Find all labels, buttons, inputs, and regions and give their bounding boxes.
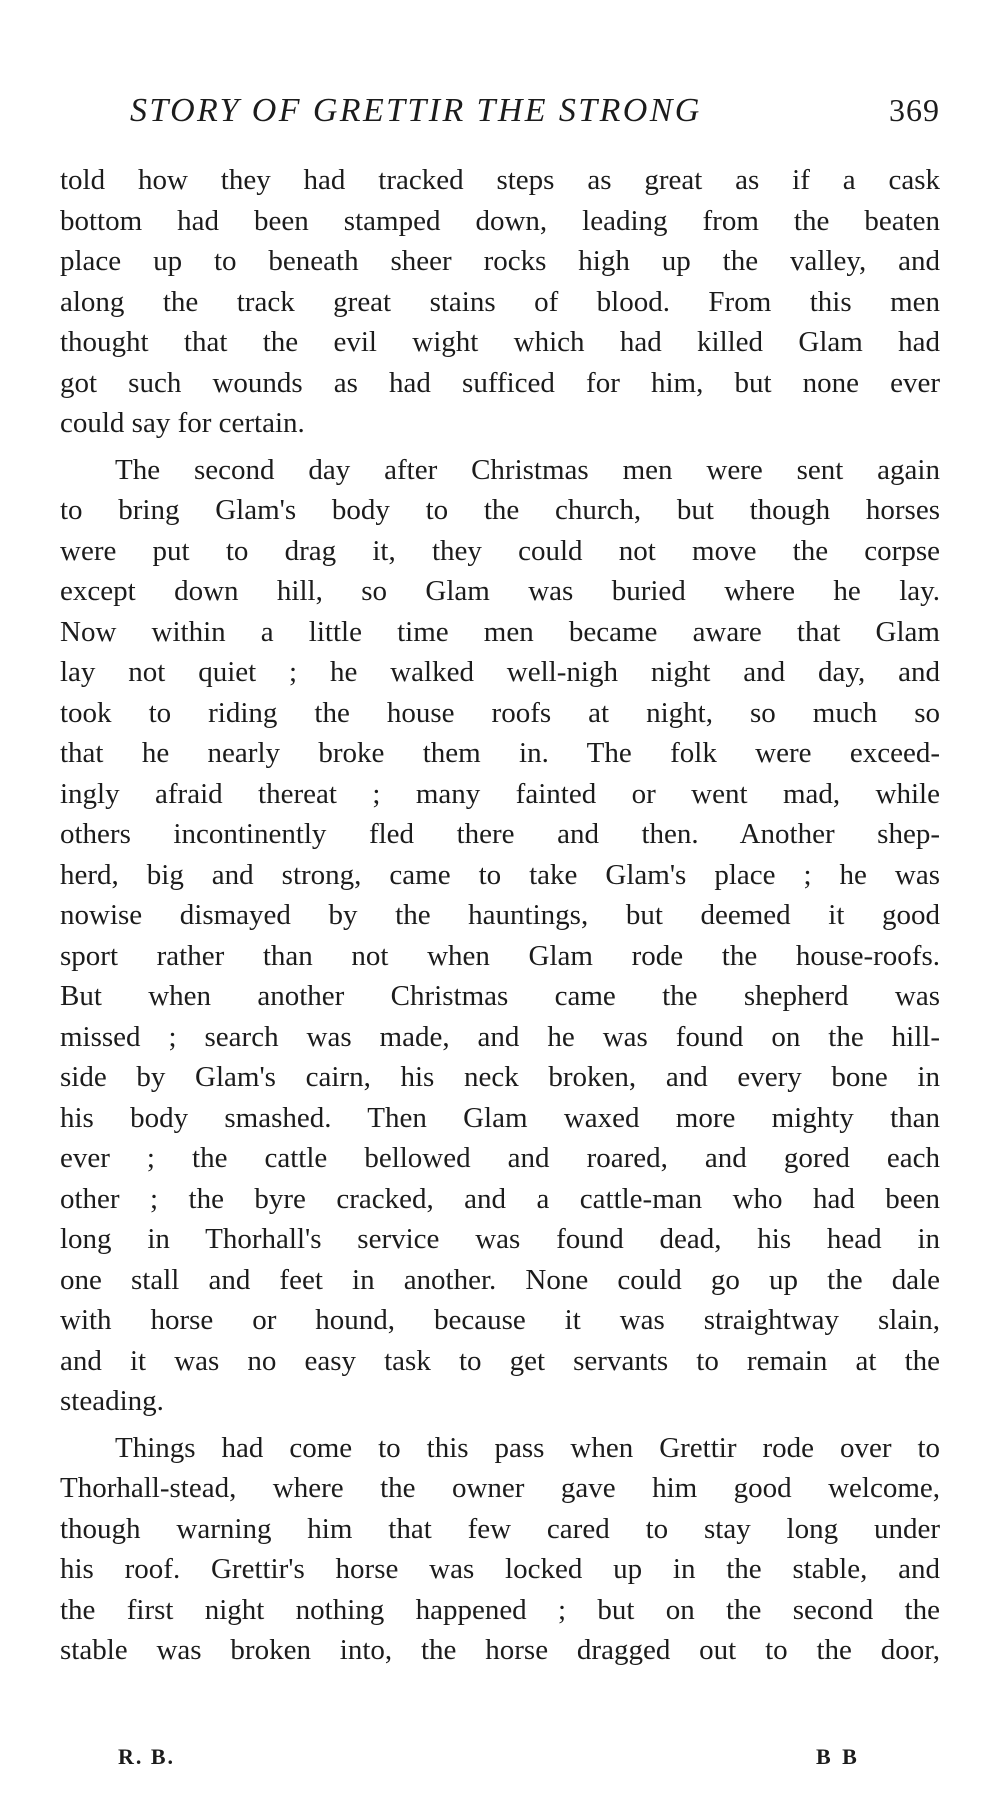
text-line: nowise dismayed by the hauntings, but deemed it good: [60, 899, 940, 931]
text-line: Things had come to this pass when Grettir rode over to: [115, 1431, 940, 1464]
text-line: Thorhall-stead, where the owner gave him good welcome,: [60, 1472, 940, 1504]
signature-mark-left: R. B.: [118, 1744, 176, 1769]
text-line: that he nearly broke them in. The folk were exceed-: [60, 737, 940, 769]
text-line: to bring Glam's body to the church, but though horses: [60, 494, 940, 526]
paragraph: [60, 1428, 940, 1671]
text-line: The second day after Christmas men were sent again: [115, 453, 940, 486]
text-line: side by Glam's cairn, his neck broken, and every bone in: [60, 1061, 940, 1093]
signature-mark-right: B B: [816, 1744, 860, 1769]
text-line: sport rather than not when Glam rode the house-roofs.: [60, 939, 940, 972]
text-line: got such wounds as had sufficed for him, but none ever: [60, 366, 940, 399]
text-line: along the track great stains of blood. From this men: [60, 285, 940, 318]
text-line: his roof. Grettir's horse was locked up in the stable, and: [60, 1553, 940, 1585]
page-number: 369: [889, 92, 940, 128]
text-line: Now within a little time men became aware that Glam: [60, 615, 940, 648]
body-text: [60, 160, 940, 1671]
paragraph: [60, 450, 940, 1422]
running-title: STORY OF GRETTIR THE STRONG: [130, 92, 702, 129]
text-line: though warning him that few cared to stay long under: [60, 1512, 940, 1545]
text-line: other ; the byre cracked, and a cattle-man who had been: [60, 1182, 940, 1215]
text-line: others incontinently fled there and then. Another shep-: [60, 818, 940, 850]
text-line: took to riding the house roofs at night, so much so: [60, 696, 940, 729]
text-line: ever ; the cattle bellowed and roared, and gored each: [60, 1142, 940, 1174]
text-line: except down hill, so Glam was buried where he lay.: [60, 575, 940, 607]
text-line: ingly afraid thereat ; many fainted or went mad, while: [60, 777, 940, 810]
paragraph: [60, 160, 940, 444]
text-line: But when another Christmas came the shepherd was: [60, 980, 940, 1012]
text-line: told how they had tracked steps as great as if a cask: [60, 164, 940, 196]
text-line: place up to beneath sheer rocks high up the valley, and: [60, 245, 940, 277]
text-line: one stall and feet in another. None could go up the dale: [60, 1263, 940, 1296]
text-line: stable was broken into, the horse dragged out to the door,: [60, 1634, 940, 1666]
text-line: the first night nothing happened ; but on the second the: [60, 1593, 940, 1626]
text-line: steading.: [60, 1385, 164, 1417]
text-line: herd, big and strong, came to take Glam's place ; he was: [60, 858, 940, 891]
text-line: were put to drag it, they could not move the corpse: [60, 534, 940, 567]
text-line: long in Thorhall's service was found dead, his head in: [60, 1223, 940, 1255]
text-line: could say for certain.: [60, 407, 305, 439]
text-line: lay not quiet ; he walked well-nigh night and day, and: [60, 656, 940, 688]
running-head: [130, 92, 940, 140]
text-line: with horse or hound, because it was straightway slain,: [60, 1304, 940, 1336]
text-line: his body smashed. Then Glam waxed more mighty than: [60, 1101, 940, 1134]
text-line: missed ; search was made, and he was found on the hill-: [60, 1020, 940, 1053]
text-line: and it was no easy task to get servants to remain at the: [60, 1344, 940, 1377]
text-line: bottom had been stamped down, leading from the beaten: [60, 204, 940, 237]
text-line: thought that the evil wight which had killed Glam had: [60, 326, 940, 358]
